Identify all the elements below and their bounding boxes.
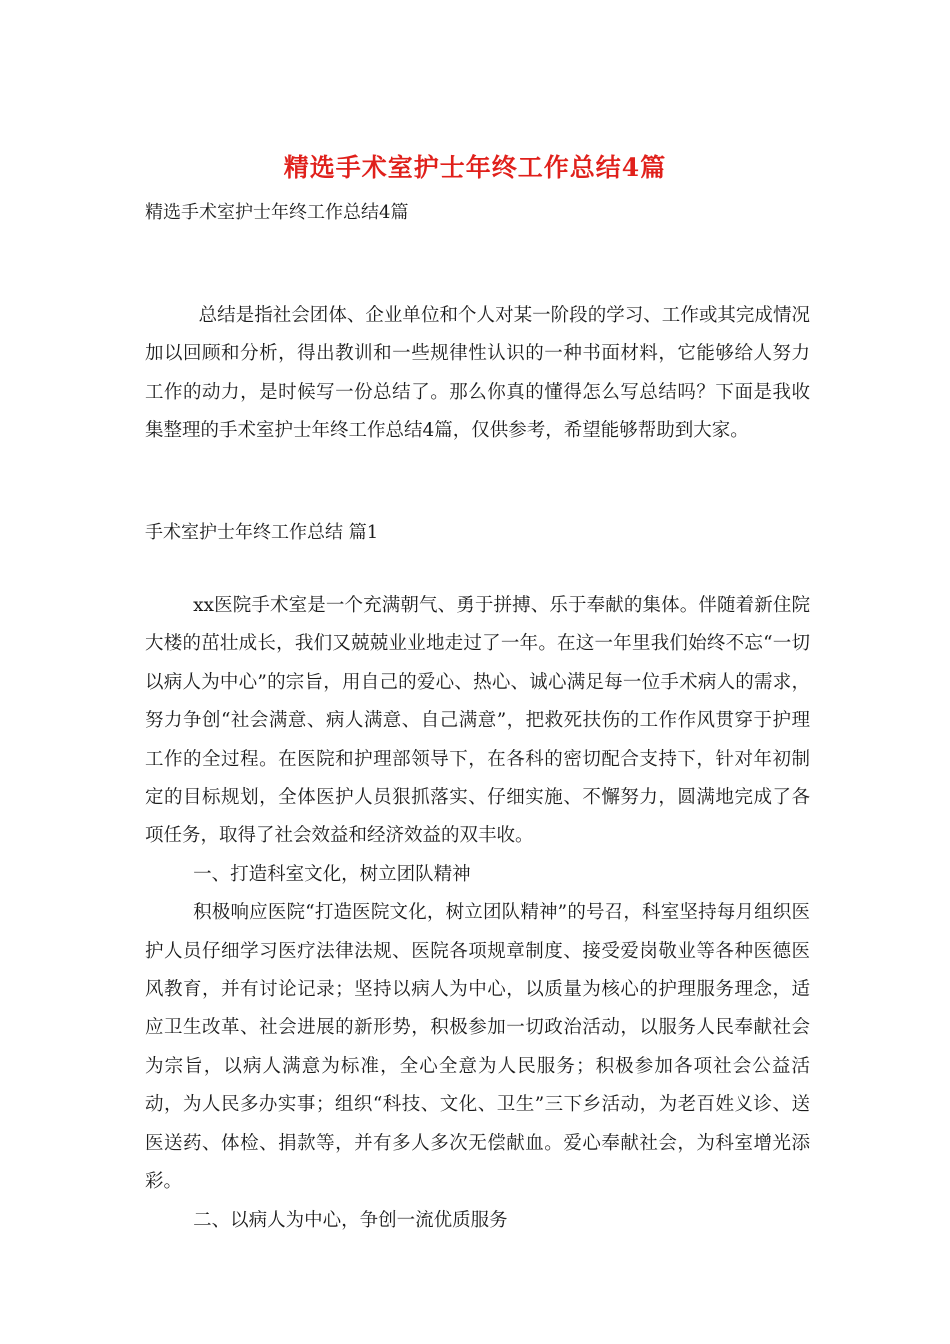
section-body	[145, 587, 810, 1240]
intro-paragraph	[145, 297, 810, 451]
document-subtitle: 精选手术室护士年终工作总结4篇	[145, 202, 409, 223]
section-heading: 手术室护士年终工作总结 篇1	[145, 522, 379, 543]
section-paragraph: 积极响应医院“打造医院文化，树立团队精神”的号召，科室坚持每月组织医护人员仔细学习医疗法律法规、医院各项规章制度、接受爱岗敬业等各种医德医风教育，并有讨论记录；坚持以病人为中心，以质量为核心的护理服务理念，适应卫生改革、社会进展的新形势，积极参加一切政治活动，以服务人民奉献社会为宗旨，以病人满意为标准，全心全意为人民服务；积极参加各项社会公益活动，为人民多办实事；组织“科技、文化、卫生”三下乡活动，为老百姓义诊、送医送药、体检、捐款等，并有多人多次无偿献血。爱心奉献社会，为科室增光添彩。	[145, 902, 810, 1193]
intro-text: 总结是指社会团体、企业单位和个人对某一阶段的学习、工作或其完成情况加以回顾和分析，得出教训和一些规律性认识的一种书面材料，它能够给人努力工作的动力，是时候写一份总结了。那么你真的懂得怎么写总结吗？下面是我收集整理的手术室护士年终工作总结4篇，仅供参考，希望能够帮助到大家。	[145, 305, 810, 442]
section-paragraph: xx医院手术室是一个充满朝气、勇于拼搏、乐于奉献的集体。伴随着新住院大楼的茁壮成长，我们又兢兢业业地走过了一年。在这一年里我们始终不忘“一切以病人为中心”的宗旨，用自己的爱心、热心、诚心满足每一位手术病人的需求，努力争创“社会满意、病人满意、自己满意”，把救死扶伤的工作作风贯穿于护理工作的全过程。在医院和护理部领导下，在各科的密切配合支持下，针对年初制定的目标规划，全体医护人员狠抓落实、仔细实施、不懈努力，圆满地完成了各项任务，取得了社会效益和经济效益的双丰收。	[145, 595, 810, 847]
sub-heading: 二、以病人为中心，争创一流优质服务	[193, 1209, 508, 1231]
document-title: 精选手术室护士年终工作总结4篇	[283, 153, 667, 182]
sub-heading: 一、打造科室文化，树立团队精神	[193, 863, 471, 885]
